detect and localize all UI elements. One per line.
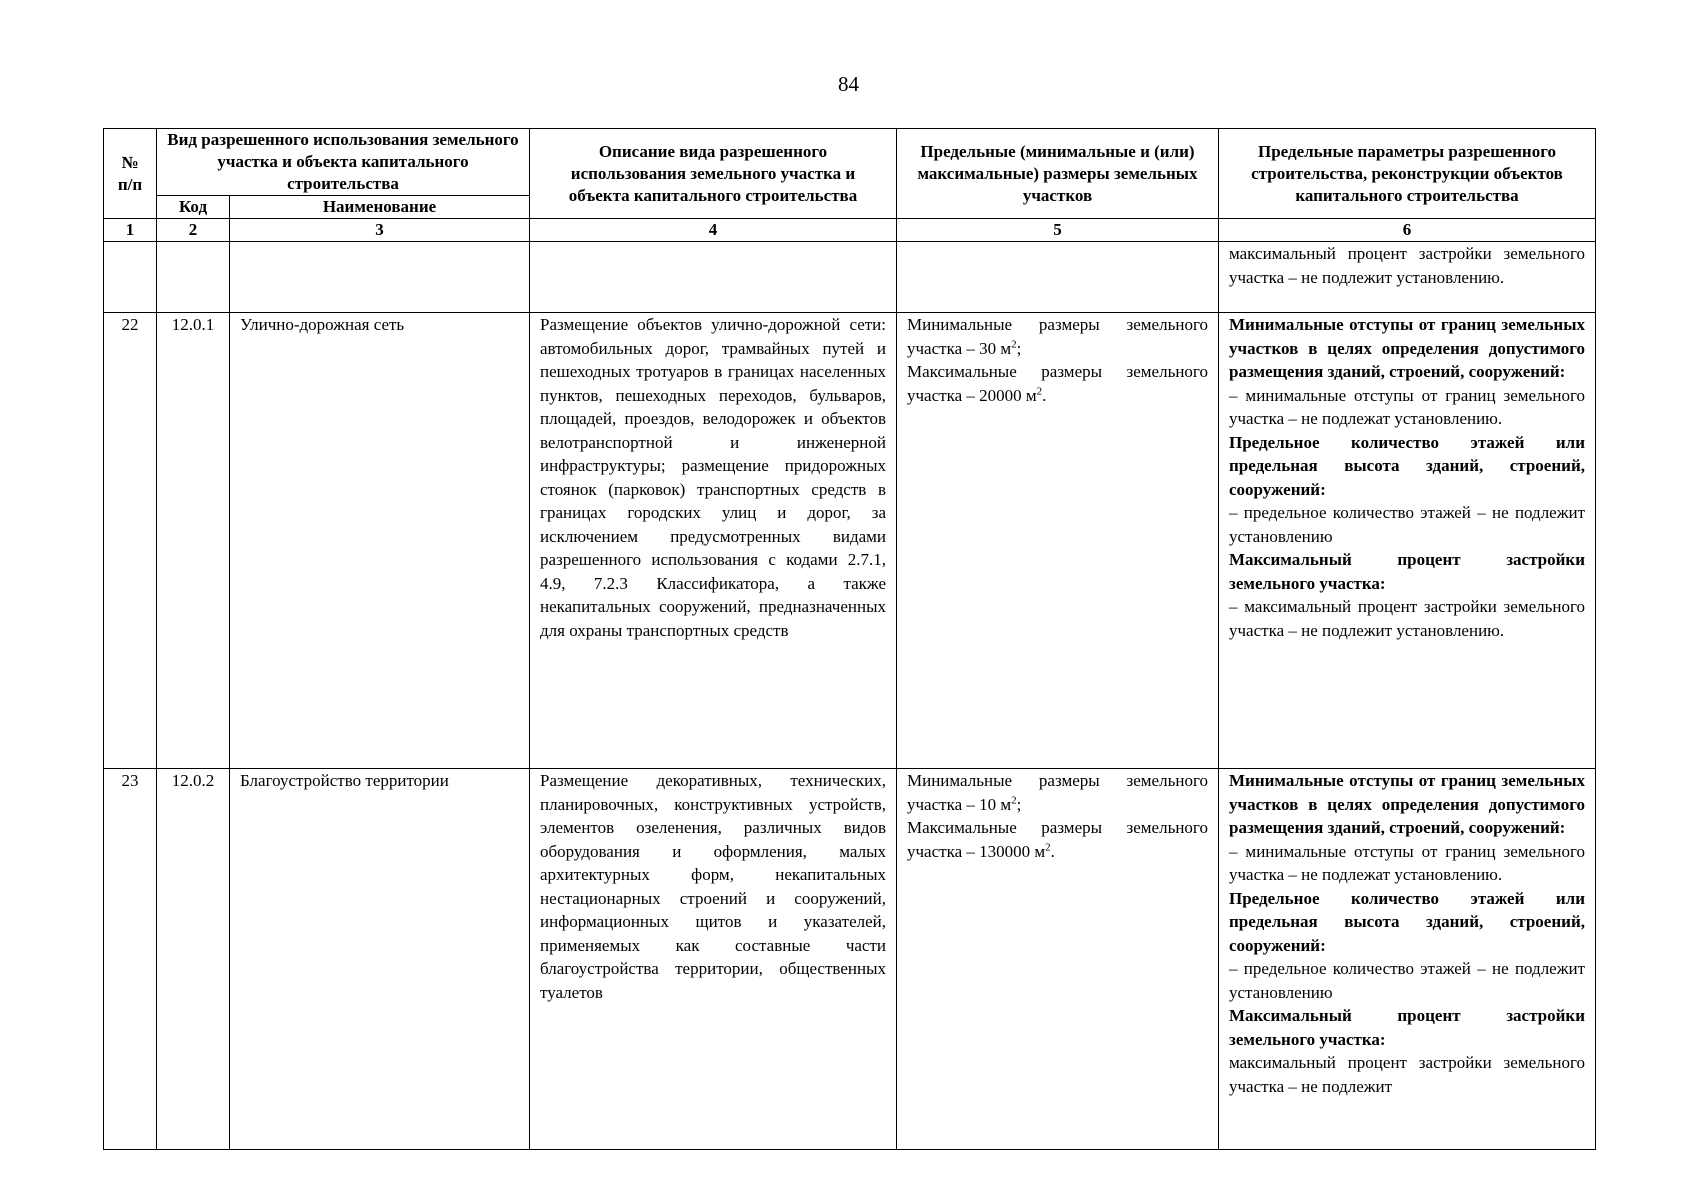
header-plot-sizes: Предельные (минимальные и (или) максимальные) размеры земельных участков: [897, 129, 1219, 219]
header-build-params: Предельные параметры разрешенного строительства, реконструкции объектов капитального строительства: [1219, 129, 1596, 219]
param-value: – предельное количество этажей – не подлежит установлению: [1229, 959, 1585, 1002]
column-number: 4: [530, 219, 897, 242]
land-use-table: [103, 128, 1596, 1150]
row-plot-sizes: [897, 769, 1219, 1150]
row-number: 22: [104, 313, 157, 769]
row-build-params: [1219, 313, 1596, 769]
column-number: 1: [104, 219, 157, 242]
param-value: – минимальные отступы от границ земельного участка – не подлежат установлению.: [1229, 841, 1585, 884]
size-min-text: Минимальные размеры земельного участка – 30 м: [907, 315, 1208, 358]
row-number: 23: [104, 769, 157, 1150]
param-value: – минимальные отступы от границ земельного участка – не подлежат установлению.: [1229, 385, 1585, 428]
param-heading: Максимальный процент застройки земельного участка:: [1229, 550, 1585, 593]
header-num: № п/п: [104, 129, 157, 219]
row-code: 12.0.1: [157, 313, 230, 769]
size-max-text: Максимальные размеры земельного участка – 130000 м: [907, 818, 1208, 861]
header-use-type: Вид разрешенного использования земельного участка и объекта капитального строительства: [157, 129, 530, 196]
param-heading: Предельное количество этажей или предельная высота зданий, строений, сооружений:: [1229, 432, 1585, 499]
row-plot-sizes: [897, 313, 1219, 769]
row-description: Размещение декоративных, технических, планировочных, конструктивных устройств, элементов озеленения, различных видов оборудования и оформления, малых архитектурных форм, некапитальных нестационарных строений и сооружений, информационных щитов и указателей, применяемых как составные части благоустройства территории, общественных туалетов: [530, 769, 897, 1150]
row-build-params: [1219, 769, 1596, 1150]
row-name: Улично-дорожная сеть: [230, 313, 530, 769]
param-heading: Максимальный процент застройки земельного участка:: [1229, 1006, 1585, 1049]
size-min-sup: 2: [1011, 793, 1017, 806]
size-min-sup: 2: [1011, 337, 1017, 350]
param-heading: Минимальные отступы от границ земельных участков в целях определения допустимого размещения зданий, строений, сооружений:: [1229, 771, 1585, 837]
column-number-row: [104, 219, 1596, 242]
header-code: Код: [157, 196, 230, 219]
size-min-end: ;: [1016, 794, 1022, 814]
column-number: 3: [230, 219, 530, 242]
size-max-text: Максимальные размеры земельного участка – 20000 м: [907, 362, 1208, 405]
param-value: – максимальный процент застройки земельного участка – не подлежит установлению.: [1229, 597, 1585, 640]
size-min-end: ;: [1016, 338, 1022, 358]
page-number: 84: [838, 72, 859, 96]
size-max-sup: 2: [1036, 384, 1043, 397]
size-max-end: .: [1042, 385, 1047, 405]
table-row: [104, 313, 1596, 769]
params-cell: максимальный процент застройки земельного участка – не подлежит установлению.: [1219, 242, 1596, 313]
param-value: максимальный процент застройки земельного участка – не подлежит: [1229, 1053, 1585, 1096]
table-row-continuation: [104, 242, 1596, 313]
header-name: Наименование: [230, 196, 530, 219]
column-number: 2: [157, 219, 230, 242]
size-max-end: .: [1050, 841, 1055, 861]
row-code: 12.0.2: [157, 769, 230, 1150]
column-number: 6: [1219, 219, 1596, 242]
table-row: [104, 769, 1596, 1150]
size-min-text: Минимальные размеры земельного участка – 10 м: [907, 771, 1208, 814]
param-heading: Предельное количество этажей или предельная высота зданий, строений, сооружений:: [1229, 888, 1585, 955]
header-row: [104, 129, 1596, 196]
row-name: Благоустройство территории: [230, 769, 530, 1150]
row-description: Размещение объектов улично-дорожной сети: автомобильных дорог, трамвайных путей и пешеходных тротуаров в границах населенных пунктов, пешеходных переходов, бульваров, площадей, проездов, велодорожек и объектов велотранспортной и инженерной инфраструктуры; размещение придорожных стоянок (парковок) транспортных средств в границах городских улиц и дорог, за исключением предусмотренных видами разрешенного использования с кодами 2.7.1, 4.9, 7.2.3 Классификатора, а также некапитальных сооружений, предназначенных для охраны транспортных средств: [530, 313, 897, 769]
param-value: – предельное количество этажей – не подлежит установлению: [1229, 503, 1585, 546]
param-heading: Минимальные отступы от границ земельных участков в целях определения допустимого размещения зданий, строений, сооружений:: [1229, 315, 1585, 381]
header-description: Описание вида разрешенного использования земельного участка и объекта капитального строительства: [530, 129, 897, 219]
size-max-sup: 2: [1045, 840, 1051, 853]
column-number: 5: [897, 219, 1219, 242]
